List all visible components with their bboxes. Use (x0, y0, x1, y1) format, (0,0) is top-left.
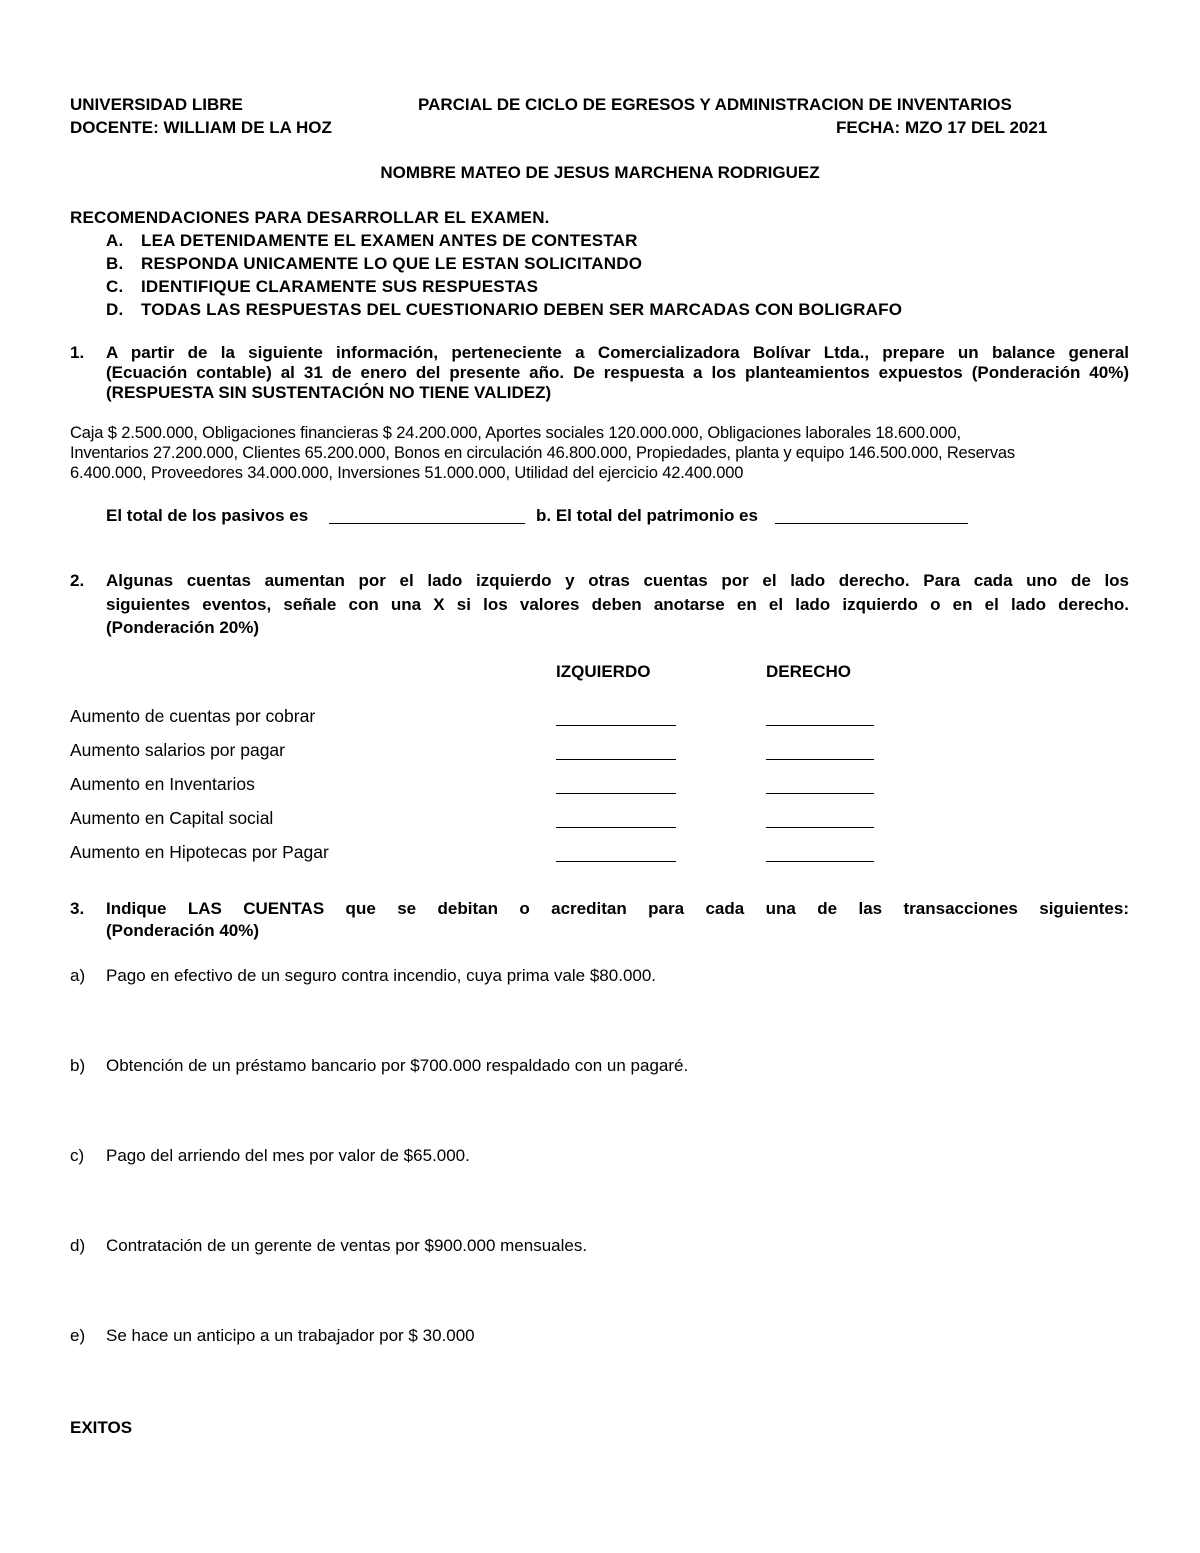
question-1-data-line: Caja $ 2.500.000, Obligaciones financieras $ 24.200.000, Aportes sociales 120.000.000, Obligaciones laborales 18.600.000, (70, 424, 961, 442)
transaction-e: Se hace un anticipo a un trabajador por $ 30.000 (106, 1326, 475, 1345)
question-2-line-1: Algunas cuentas aumentan por el lado izquierdo y otras cuentas por el lado derecho. Para cada uno de los (106, 571, 1129, 590)
list-item-text: TODAS LAS RESPUESTAS DEL CUESTIONARIO DEBEN SER MARCADAS CON BOLIGRAFO (141, 300, 903, 319)
transaction-d: Contratación de un gerente de ventas por $900.000 mensuales. (106, 1236, 588, 1255)
recommendations-title: RECOMENDACIONES PARA DESARROLLAR EL EXAMEN. (70, 208, 550, 227)
derecho-blank[interactable] (766, 759, 874, 760)
table-row-label: Aumento en Capital social (70, 808, 274, 828)
list-item: d) (70, 1236, 86, 1255)
student-name: NOMBRE MATEO DE JESUS MARCHENA RODRIGUEZ (380, 163, 820, 182)
transaction-a: Pago en efectivo de un seguro contra incendio, cuya prima vale $80.000. (106, 966, 657, 985)
list-item: A. (106, 231, 124, 250)
table-row-label: Aumento en Hipotecas por Pagar (70, 842, 329, 862)
list-item: e) (70, 1326, 86, 1345)
question-2-number: 2. (70, 571, 85, 590)
question-3-line-2: (Ponderación 40%) (106, 921, 260, 940)
derecho-blank[interactable] (766, 793, 874, 794)
transaction-b: Obtención de un préstamo bancario por $700.000 respaldado con un pagaré. (106, 1056, 689, 1075)
closing-text: EXITOS (70, 1418, 133, 1437)
list-item: D. (106, 300, 124, 319)
exam-date: FECHA: MZO 17 DEL 2021 (836, 118, 1048, 137)
list-item: B. (106, 254, 124, 273)
question-1-data-line: Inventarios 27.200.000, Clientes 65.200.000, Bonos en circulación 46.800.000, Propiedades, planta y equipo 146.500.000, Reservas (70, 444, 1015, 462)
question-1-line-1: A partir de la siguiente información, perteneciente a Comercializadora Bolívar Ltda., prepare un balance general (106, 343, 1129, 362)
total-patrimonio-blank[interactable] (775, 523, 968, 524)
izquierdo-blank[interactable] (556, 827, 676, 828)
column-header-izquierdo: IZQUIERDO (556, 662, 651, 681)
column-header-derecho: DERECHO (766, 662, 852, 681)
question-2-line-2: siguientes eventos, señale con una X si los valores deben anotarse en el lado izquierdo o en el lado derecho. (106, 595, 1129, 614)
total-pasivos-label: El total de los pasivos es (106, 506, 309, 525)
list-item: a) (70, 966, 86, 985)
total-pasivos-blank[interactable] (329, 523, 525, 524)
izquierdo-blank[interactable] (556, 759, 676, 760)
question-1-data-line: 6.400.000, Proveedores 34.000.000, Inversiones 51.000.000, Utilidad del ejercicio 42.400.000 (70, 464, 744, 482)
total-patrimonio-label: b. El total del patrimonio es (536, 506, 758, 525)
question-2-line-3: (Ponderación 20%) (106, 618, 260, 637)
list-item-text: IDENTIFIQUE CLARAMENTE SUS RESPUESTAS (141, 277, 539, 296)
teacher-name: DOCENTE: WILLIAM DE LA HOZ (70, 118, 332, 137)
izquierdo-blank[interactable] (556, 725, 676, 726)
izquierdo-blank[interactable] (556, 793, 676, 794)
derecho-blank[interactable] (766, 861, 874, 862)
list-item-text: RESPONDA UNICAMENTE LO QUE LE ESTAN SOLICITANDO (141, 254, 643, 273)
derecho-blank[interactable] (766, 827, 874, 828)
list-item-text: LEA DETENIDAMENTE EL EXAMEN ANTES DE CONTESTAR (141, 231, 638, 250)
table-row-label: Aumento en Inventarios (70, 774, 255, 794)
university-name: UNIVERSIDAD LIBRE (70, 95, 243, 114)
table-row-label: Aumento salarios por pagar (70, 740, 285, 760)
list-item: b) (70, 1056, 86, 1075)
question-3-line-1: Indique LAS CUENTAS que se debitan o acreditan para cada una de las transacciones siguientes: (106, 899, 1129, 918)
list-item: c) (70, 1146, 85, 1165)
izquierdo-blank[interactable] (556, 861, 676, 862)
exam-title: PARCIAL DE CICLO DE EGRESOS Y ADMINISTRACION DE INVENTARIOS (418, 95, 1012, 114)
question-1-line-3: (RESPUESTA SIN SUSTENTACIÓN NO TIENE VALIDEZ) (106, 383, 552, 402)
question-3-number: 3. (70, 899, 85, 918)
question-1-number: 1. (70, 343, 85, 362)
derecho-blank[interactable] (766, 725, 874, 726)
table-row-label: Aumento de cuentas por cobrar (70, 706, 316, 726)
transaction-c: Pago del arriendo del mes por valor de $65.000. (106, 1146, 470, 1165)
question-1-line-2: (Ecuación contable) al 31 de enero del presente año. De respuesta a los planteamientos expuestos (Ponderación 40%) (106, 363, 1129, 382)
list-item: C. (106, 277, 124, 296)
